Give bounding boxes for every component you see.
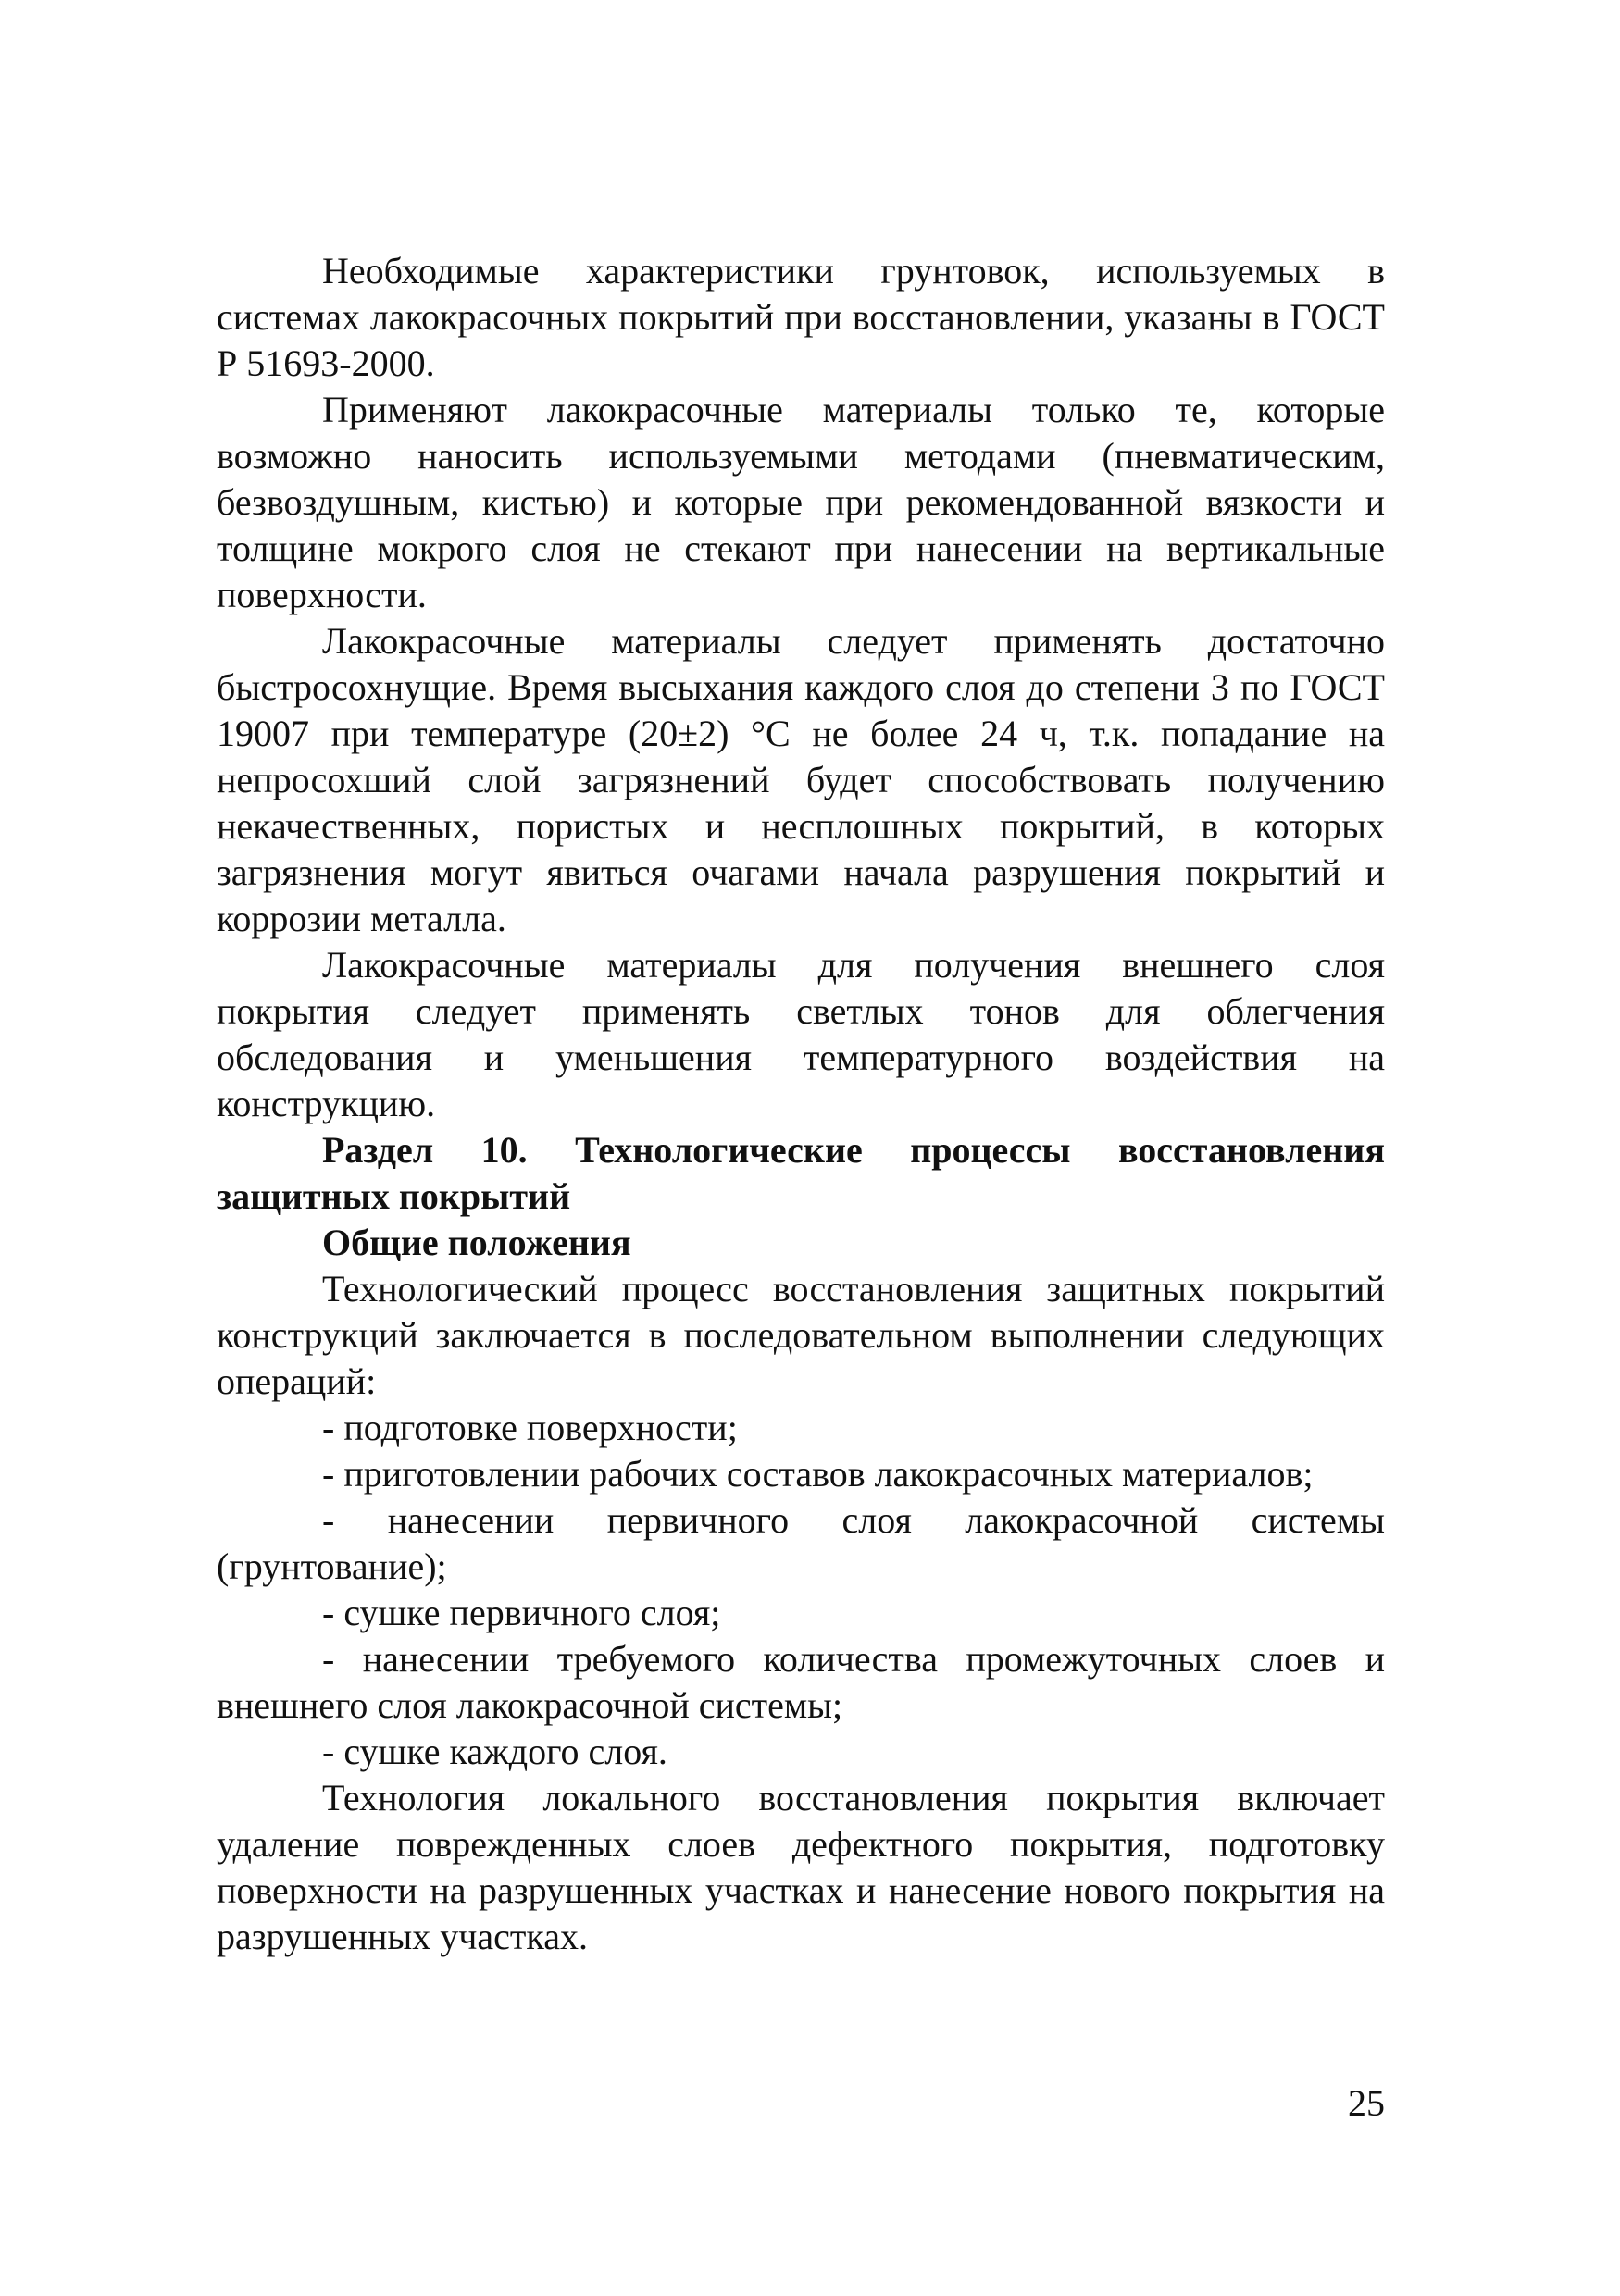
list-item: - нанесении первичного слоя лакокрасочной системы (грунтование); — [217, 1499, 1385, 1587]
list-item: - нанесении требуемого количества промежуточных слоев и внешнего слоя лакокрасочной системы; — [217, 1638, 1385, 1726]
paragraph-drying-time: Лакокрасочные материалы следует применять достаточно быстросохнущие. Время высыхания каждого слоя до степени 3 по ГОСТ 19007 при температуре (20±2) °С не более 24 ч, т.к. попадание на непросохший слой загрязнений будет способствовать получению некачественных, пористых и несплошных покрытий, в которых загрязнения могут явиться очагами начала разрушения покрытий и коррозии металла. — [217, 620, 1385, 939]
paragraph-outer-layer: Лакокрасочные материалы для получения внешнего слоя покрытия следует применять светлых тонов для облегчения обследования и уменьшения температурного воздействия на конструкцию. — [217, 944, 1385, 1124]
paragraph-application-methods: Применяют лакокрасочные материалы только те, которые возможно наносить используемыми методами (пневматическим, безвоздушным, кистью) и которые при рекомендованной вязкости и толщине мокрого слоя не стекают при нанесении на вертикальные поверхности. — [217, 389, 1385, 615]
paragraph-primers: Необходимые характеристики грунтовок, используемых в системах лакокрасочных покрытий при восстановлении, указаны в ГОСТ Р 51693-2000. — [217, 250, 1385, 384]
list-item: - подготовке поверхности; — [322, 1407, 738, 1448]
list-item: - приготовлении рабочих составов лакокрасочных материалов; — [322, 1453, 1314, 1495]
section-intro: Технологический процесс восстановления защитных покрытий конструкций заключается в последовательном выполнении следующих операций: — [217, 1268, 1385, 1402]
list-item: - сушке каждого слоя. — [322, 1731, 667, 1772]
list-item: - сушке первичного слоя; — [322, 1592, 721, 1633]
paragraph-local-restoration: Технология локального восстановления покрытия включает удаление поврежденных слоев дефектного покрытия, подготовку поверхности на разрушенных участках и нанесение нового покрытия на разрушенных участках. — [217, 1777, 1385, 1957]
section-heading: Раздел 10. Технологические процессы восстановления защитных покрытий — [217, 1129, 1385, 1217]
document-page — [217, 248, 1385, 1960]
page-number: 25 — [1348, 2082, 1385, 2124]
section-subheading: Общие положения — [322, 1222, 631, 1263]
